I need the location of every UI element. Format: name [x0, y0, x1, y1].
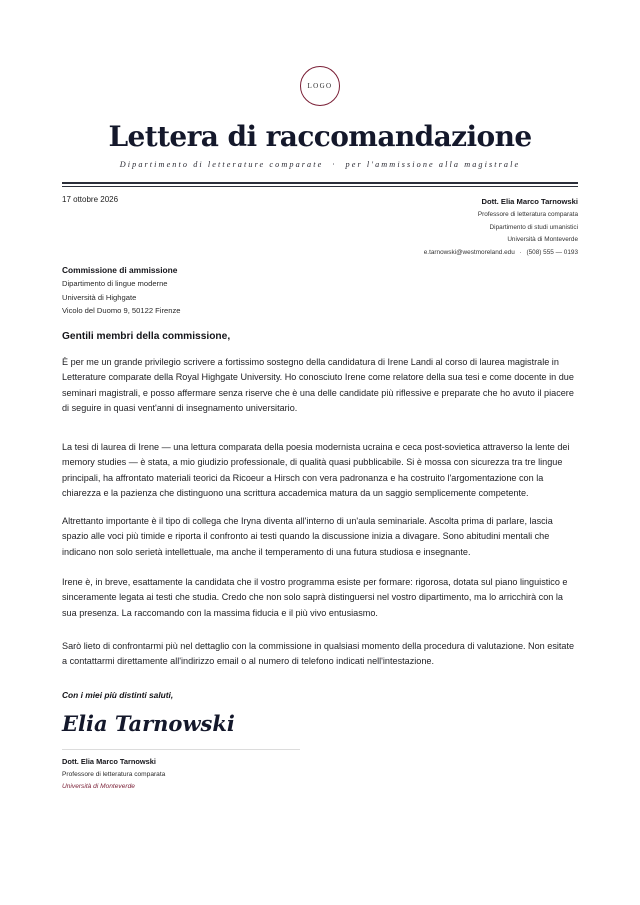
- recipient-department: Dipartimento di lingue moderne: [62, 279, 168, 289]
- body-paragraph-5: Sarò lieto di confrontarmi più nel dettaglio con la commissione in qualsiasi momento della procedura di valutazione. Non esitate a contattarmi direttamente all'indirizzo email o al numero di telefono indicati nell'intestazione.: [62, 641, 575, 667]
- body-paragraph-2: La tesi di laurea di Irene — una lettura comparata della poesia modernista ucraina e ceca post-sovietica attraverso la lente dei memory studies — è stata, a mio giudizio professionale, di qualità quasi pubblicabile. Si è mossa con sicurezza tra tre lingue principali, ha affrontato materiali teorici da Ricoeur a Hirsch con vera padronanza e ha costruito l'argomentazione con la chiarezza e la pazienza che distinguono una scrittura accademica matura da un saggio semplicemente competente.: [62, 442, 570, 498]
- body-paragraph-4: Irene è, in breve, esattamente la candidata che il vostro programma esiste per formare: rigorosa, dotata sul piano linguistico e sinceramente legata ai testi che studia. Credo che non solo saprà distinguersi nel vostro dipartimento, ma lo arricchirà con la sua presenza. La raccomando con la massima fiducia e il più vivo entusiasmo.: [62, 577, 568, 618]
- header-rule-thin: [62, 186, 578, 187]
- contact-separator: ·: [519, 249, 522, 257]
- signature-divider: [62, 749, 300, 750]
- logo-text: LOGO: [307, 82, 333, 90]
- body-paragraph-1: È per me un grande privilegio scrivere a fortissimo sostegno della candidatura di Irene Landi al corso di laurea magistrale in Letterature comparate della Royal Highgate University. Ho conosciuto Irene come relatore della sua tesi e come docente in due seminari magistrali, e posso affermare senza riserve che è una delle candidate più riflessive e preparate che ho avuto il piacere di seguire in quasi vent'anni di insegnamento universitario.: [62, 357, 574, 413]
- recipient-name: Commissione di ammissione: [62, 265, 178, 275]
- greeting: Gentili membri della commissione,: [62, 331, 231, 342]
- logo: [300, 66, 340, 106]
- subtitle-separator: ·: [332, 160, 337, 169]
- recipient-university: Università di Highgate: [62, 292, 137, 302]
- sender-department: Dipartimento di studi umanistici: [489, 223, 578, 231]
- body-paragraph-3: Altrettanto importante è il tipo di collega che Iryna diventa all'interno di un'aula seminariale. Ascolta prima di parlare, lascia spazio alle voci più timide e riporta il confronto ai testi quando la discussione inizia a divagare. Sono abitudini mentali che indicano non solo serietà intellettuale, ma anche il temperamento di una futura studiosa e insegnante.: [62, 516, 553, 557]
- subtitle: [0, 160, 640, 169]
- sender-name: Dott. Elia Marco Tarnowski: [481, 197, 578, 206]
- sender-block: [424, 196, 578, 260]
- sender-phone[interactable]: (508) 555 — 0193: [526, 249, 578, 257]
- subtitle-purpose: per l'ammissione alla magistrale: [345, 160, 521, 169]
- sender-role: Professore di letteratura comparata: [477, 210, 578, 218]
- signature-block: [62, 756, 165, 794]
- sender-university: Università di Monteverde: [507, 236, 578, 244]
- sender-contact: [424, 247, 578, 260]
- signature-role: Professore di letteratura comparata: [62, 770, 166, 778]
- recipient-block: [62, 264, 180, 317]
- page-title: Lettera di raccomandazione: [108, 120, 532, 153]
- handwritten-signature: Elia Tarnowski: [62, 711, 235, 736]
- recipient-address: Vicolo del Duomo 9, 50122 Firenze: [62, 305, 181, 315]
- subtitle-department: Dipartimento di letterature comparate: [119, 160, 324, 169]
- letter-date: 17 ottobre 2026: [62, 195, 119, 204]
- closing: Con i miei più distinti saluti,: [62, 690, 174, 700]
- signature-name: Dott. Elia Marco Tarnowski: [62, 757, 156, 766]
- header-rule-thick: [62, 182, 578, 184]
- sender-email[interactable]: e.tarnowski@westmoreland.edu: [423, 249, 515, 257]
- signature-university: Università di Monteverde: [62, 783, 135, 790]
